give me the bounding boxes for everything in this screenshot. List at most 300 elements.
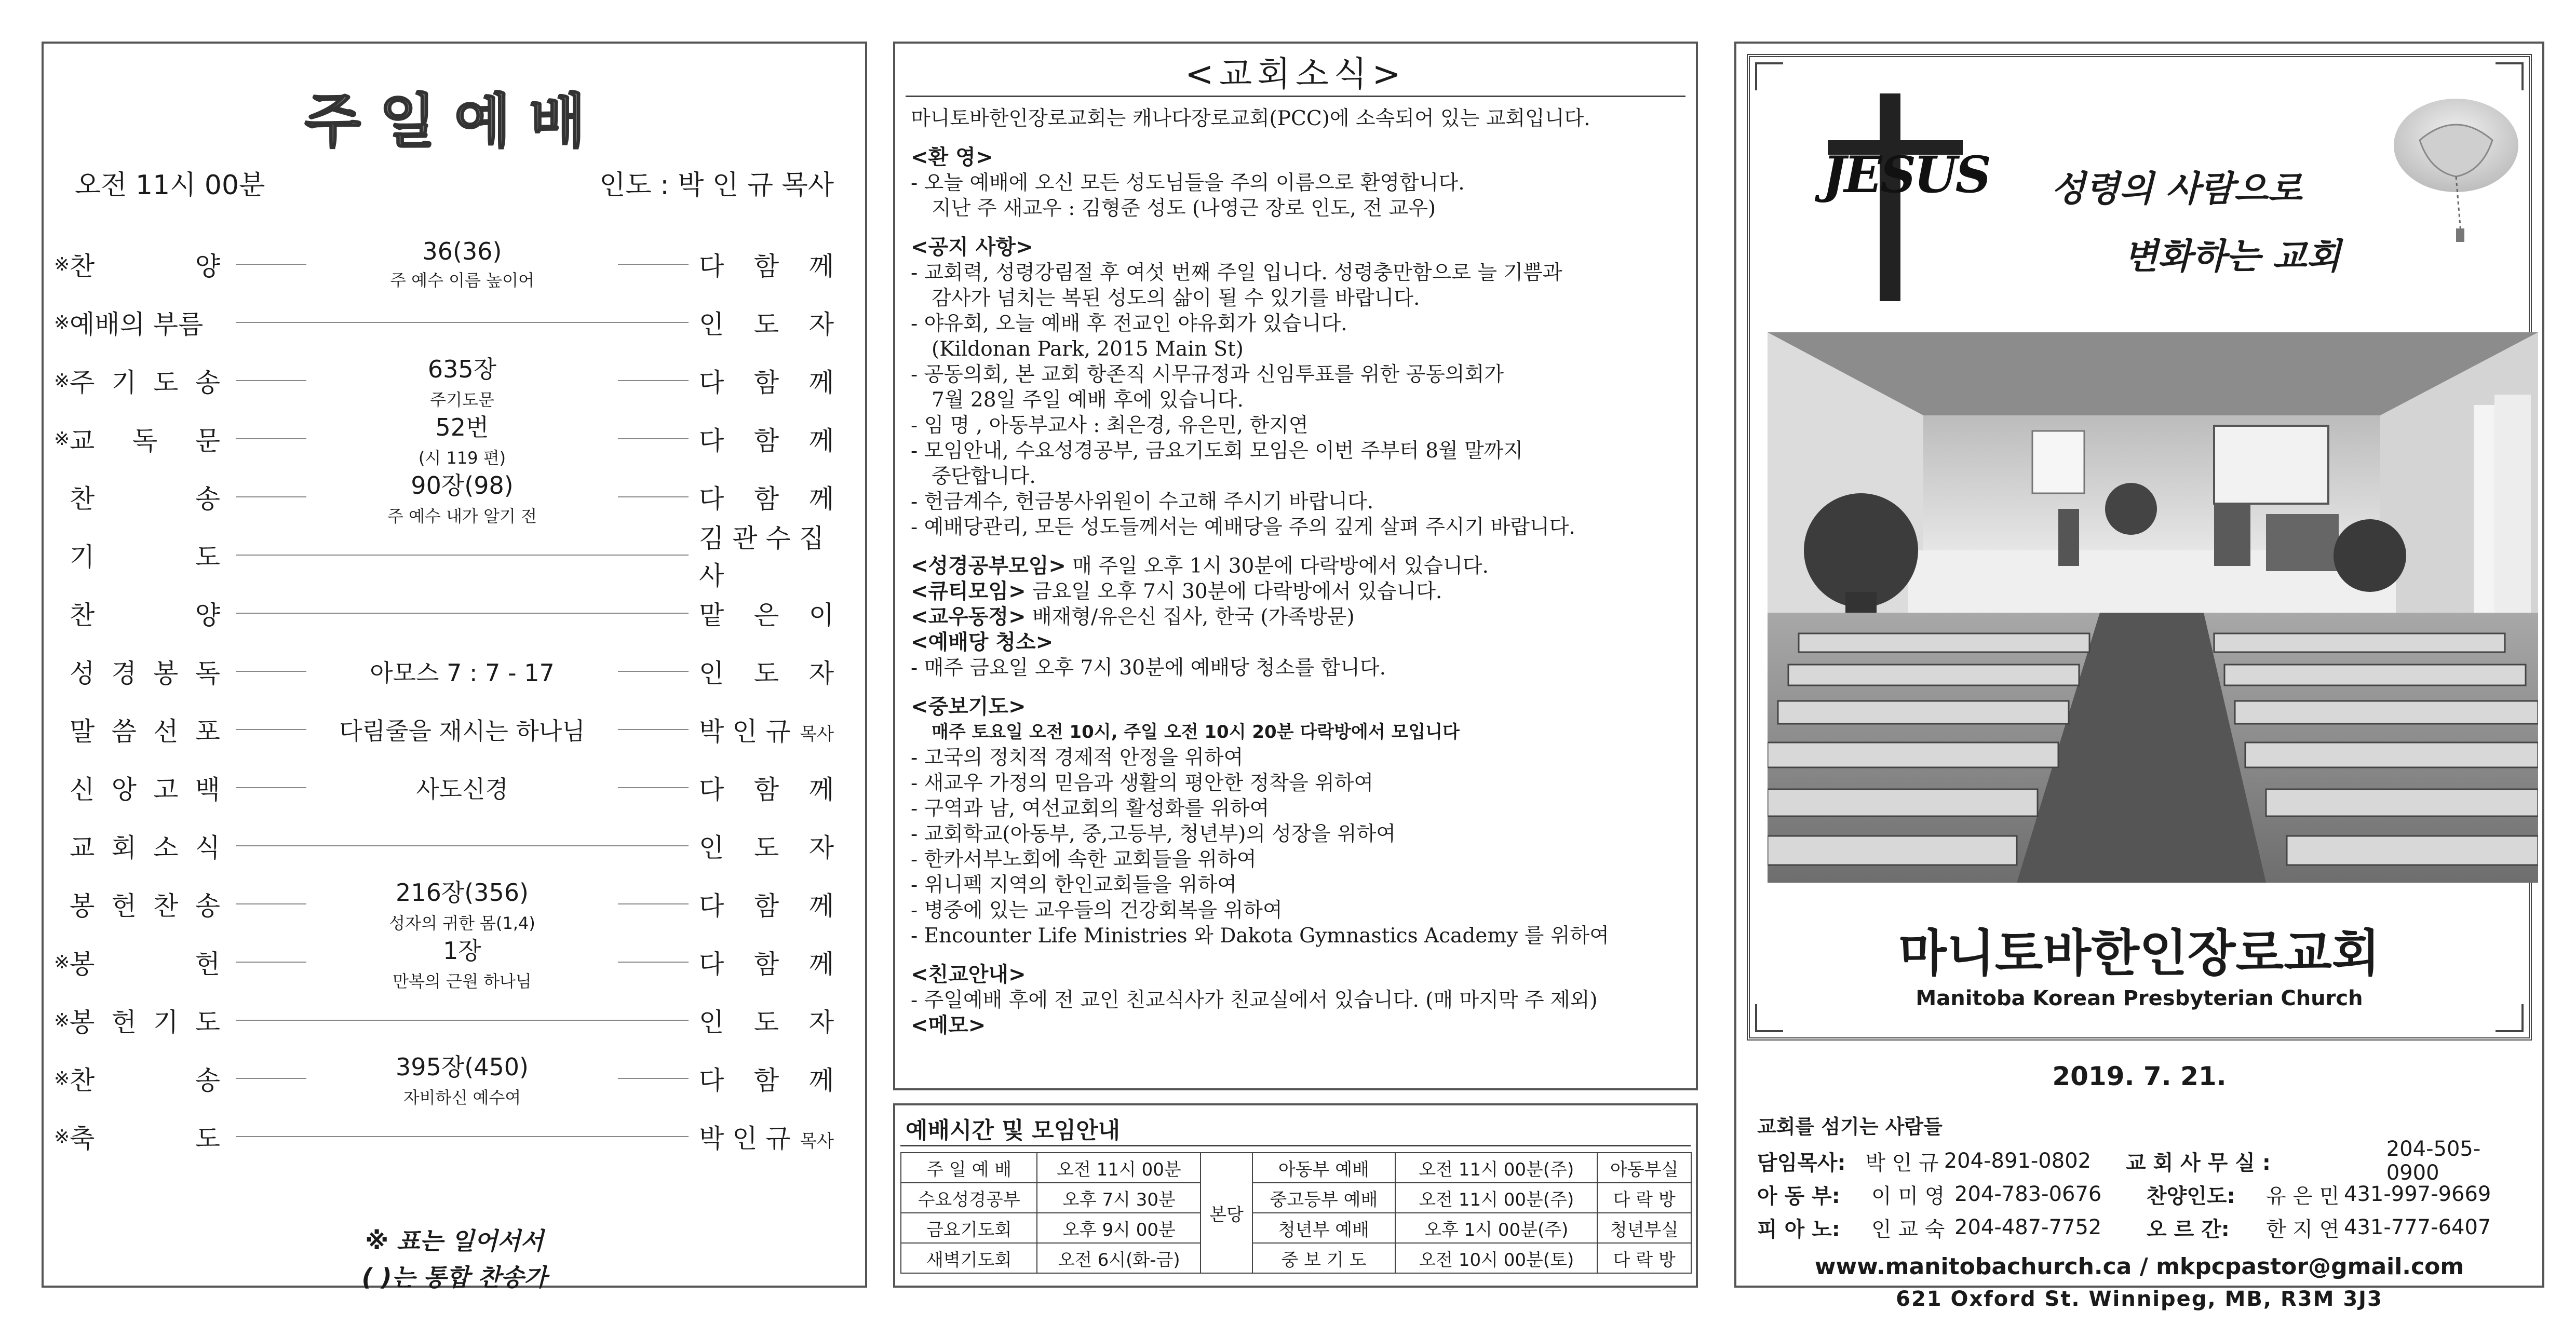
- worship-item-name-char: 문: [195, 426, 220, 456]
- notice-list: [911, 260, 1685, 540]
- worship-item-detail: [317, 467, 608, 527]
- performer-char: 은: [753, 600, 779, 630]
- cover-panel: [1734, 42, 2544, 1311]
- memo-heading: <메모>: [911, 1014, 986, 1037]
- worship-item-name: [70, 246, 225, 283]
- worship-item-name-char: 성: [70, 658, 95, 688]
- performer-char: 도: [753, 833, 779, 863]
- frame-corner-ornament: [1755, 62, 1783, 90]
- performer-char: 다: [699, 949, 724, 979]
- notice-line: (Kildonan Park, 2015 Main St): [932, 337, 1244, 361]
- notice-line: - 공동의회, 본 교회 항존직 시무규정과 신임투표를 위한 공동의회가: [911, 363, 1504, 386]
- worship-item: [44, 1108, 865, 1165]
- dotted-leader: [236, 322, 689, 323]
- performer-char: 다: [699, 891, 724, 921]
- worship-item: [44, 643, 865, 700]
- worship-item-name: [70, 595, 225, 632]
- prayer-line: - 한카서부노회에 속한 교회들을 위하여: [911, 848, 1257, 871]
- worship-item-name-char: 신: [70, 775, 95, 805]
- worship-item-name: [70, 1118, 225, 1155]
- staff-row: [1757, 1178, 2526, 1211]
- notice-line: - 임 명 , 아동부교사 : 최은경, 유은민, 한지연: [911, 414, 1309, 437]
- news-intro: 마니토바한인장로교회는 캐나다장로교회(PCC)에 소속되어 있는 교회입니다.: [911, 107, 1590, 130]
- worship-item-name: [70, 1060, 225, 1097]
- worship-item-name-char: 찬: [70, 484, 95, 514]
- schedule-event: 청년부 예배: [1252, 1213, 1396, 1243]
- worship-item-detail: [317, 932, 608, 992]
- hymn-title: 주 예수 내가 알기 전: [387, 506, 537, 526]
- prayer-line: - Encounter Life Ministries 와 Dakota Gymnastics Academy 를 위하여: [911, 924, 1609, 948]
- staff-heading: 교회를 섬기는 사람들: [1757, 1115, 1943, 1138]
- worship-item-name-char: 교: [70, 426, 95, 456]
- worship-item-name-char: 축: [70, 1124, 95, 1154]
- news-box: [893, 42, 1698, 1090]
- worship-item: [44, 294, 865, 351]
- staff-role: 피 아 노:: [1757, 1217, 1840, 1241]
- hymnal-note: ( )는 통합 찬송가: [361, 1263, 547, 1291]
- worship-item-performer: [699, 885, 865, 923]
- dotted-leader: [236, 729, 306, 730]
- worship-item-name-char: 경: [111, 658, 137, 688]
- worship-item-name-char: 송: [195, 891, 220, 921]
- meeting-text: 금요일 오후 7시 30분에 다락방에서 있습니다.: [1026, 580, 1442, 603]
- worship-item-name-char: 양: [195, 251, 220, 281]
- performer-char: 다: [699, 484, 724, 514]
- standing-mark: ※: [54, 1009, 70, 1031]
- church-address: 621 Oxford St. Winnipeg, MB, R3M 3J3: [1896, 1287, 2383, 1311]
- prayer-heading: <중보기도>: [911, 695, 1026, 719]
- hymn-title: 성자의 귀한 몸(1,4): [389, 913, 535, 933]
- worship-item-name-char: 기: [70, 542, 95, 572]
- staff-phone: 204-505-0900: [2386, 1137, 2481, 1185]
- performer-char: 함: [753, 368, 779, 398]
- schedule-box: [893, 1103, 1698, 1288]
- worship-item-name: [70, 420, 225, 457]
- worship-item-name-char: 고: [153, 775, 179, 805]
- dotted-leader: [618, 787, 689, 788]
- staff-name: 이 미 영: [1871, 1184, 1945, 1208]
- welcome-heading: <환 영>: [911, 145, 993, 169]
- worship-item-detail: [317, 1048, 608, 1109]
- worship-item-performer: [699, 478, 865, 516]
- worship-item-performer: [699, 769, 865, 806]
- worship-item-name: [70, 885, 225, 923]
- worship-item-name-char: 봉: [70, 1007, 95, 1037]
- worship-item-name-char: 도: [195, 542, 220, 572]
- dotted-leader: [618, 1078, 689, 1079]
- performer-char: 께: [808, 1065, 834, 1096]
- slogan-line-2: 변화하는 교회: [2124, 236, 2341, 277]
- worship-item-name: [70, 536, 225, 574]
- worship-item: [44, 701, 865, 758]
- worship-item-name: [70, 1002, 225, 1039]
- standing-mark: ※: [54, 253, 70, 275]
- performer-char: 께: [808, 426, 834, 456]
- staff-role: 오 르 간:: [2147, 1217, 2230, 1241]
- dotted-leader: [236, 962, 306, 963]
- schedule-place-main: 본당: [1201, 1153, 1252, 1273]
- prayer-time: 매주 토요일 오전 10시, 주일 오전 10시 20분 다락방에서 모입니다: [932, 722, 1460, 742]
- dotted-leader: [236, 671, 306, 672]
- schedule-event: 중고등부 예배: [1252, 1183, 1396, 1213]
- website-email: www.manitobachurch.ca / mkpcpastor@gmail.com: [1814, 1253, 2464, 1280]
- performer-char: 박 인 규: [699, 717, 791, 747]
- worship-item-performer: [699, 518, 865, 592]
- staff-phone: 204-891-0802: [1944, 1149, 2092, 1173]
- prayer-line: - 병중에 있는 교우들의 건강회복을 위하여: [911, 899, 1283, 922]
- worship-item-name-char: 찬: [153, 891, 179, 921]
- dotted-leader: [236, 264, 306, 265]
- worship-item-performer: [699, 1060, 865, 1097]
- meeting-text: 매 주일 오후 1시 30분에 다락방에서 있습니다.: [1066, 555, 1489, 578]
- worship-item-detail: [317, 874, 608, 934]
- worship-item: [44, 523, 865, 591]
- standing-mark: ※: [54, 370, 70, 391]
- worship-item-name-char: 헌: [195, 949, 220, 979]
- dotted-leader: [618, 729, 689, 730]
- schedule-time: 오후 1시 00분(주): [1395, 1213, 1597, 1243]
- fellowship-line: - 주일예배 후에 전 교인 친교식사가 친교실에서 있습니다. (매 마지막 주 제외): [911, 989, 1598, 1012]
- performer-char: 박 인 규: [699, 1124, 791, 1154]
- dotted-leader: [618, 438, 689, 439]
- schedule-time: 오전 11시 00분(주): [1395, 1153, 1597, 1183]
- schedule-event: 금요기도회: [901, 1213, 1037, 1243]
- staff-role: 담임목사:: [1757, 1151, 1846, 1175]
- worship-item-detail: [317, 712, 608, 747]
- staff-row: [1757, 1137, 2526, 1185]
- schedule-row: [901, 1243, 1691, 1273]
- performer-char: 맡: [699, 600, 724, 630]
- dotted-leader: [236, 1020, 689, 1021]
- performer-char: 자: [808, 309, 834, 340]
- worship-item-name-char: 기: [111, 368, 137, 398]
- worship-item-detail: [317, 654, 608, 688]
- performer-char: 도: [753, 1007, 779, 1037]
- schedule-event: 중 보 기 도: [1252, 1243, 1396, 1273]
- meeting-line: [911, 630, 1685, 655]
- notice-heading: <공지 사항>: [911, 235, 1033, 259]
- dotted-leader: [236, 1078, 306, 1079]
- notice-line: 중단합니다.: [932, 465, 1036, 488]
- dotted-leader: [618, 264, 689, 265]
- worship-item: [44, 759, 865, 816]
- cover-frame: [1747, 54, 2532, 1041]
- news-title: <교회소식>: [1185, 54, 1406, 94]
- performer-char: 함: [753, 251, 779, 281]
- schedule-place: 청년부실: [1597, 1213, 1691, 1243]
- performer-char: 도: [753, 309, 779, 340]
- worship-item-detail: [317, 350, 608, 411]
- performer-char: 께: [808, 251, 834, 281]
- worship-item: [44, 934, 865, 991]
- worship-item-name-char: 헌: [111, 891, 137, 921]
- church-name-english: Manitoba Korean Presbyterian Church: [1916, 987, 2363, 1010]
- worship-item-name-char: 도: [195, 1007, 220, 1037]
- worship-item-name: [70, 304, 225, 341]
- worship-item: [44, 992, 865, 1049]
- performer-char: 다: [699, 426, 724, 456]
- schedule-row: [901, 1213, 1691, 1243]
- schedule-row: [901, 1153, 1691, 1183]
- performer-char: 함: [753, 426, 779, 456]
- performer-char: 께: [808, 891, 834, 921]
- dotted-leader: [236, 845, 689, 846]
- worship-item-detail: [317, 237, 608, 291]
- staff-phone: 431-997-9669: [2344, 1182, 2491, 1206]
- worship-item: [44, 410, 865, 467]
- worship-item: [44, 817, 865, 874]
- standing-mark: ※: [54, 1068, 70, 1089]
- worship-item-performer: [699, 304, 865, 341]
- worship-time: 오전 11시 00분: [75, 170, 265, 201]
- meeting-heading: <예배당 청소>: [911, 630, 1054, 654]
- church-sanctuary-photo: [1768, 332, 2538, 883]
- prayer-list: [911, 745, 1685, 949]
- meeting-line: [911, 553, 1685, 579]
- worship-item-name: [70, 711, 225, 748]
- bulletin-date: 2019. 7. 21.: [2052, 1061, 2227, 1091]
- performer-char: 인: [699, 833, 724, 863]
- notice-line: - 교회력, 성령강림절 후 여섯 번째 주일 입니다. 성령충만함으로 늘 기쁨과: [911, 261, 1562, 285]
- dotted-leader: [618, 903, 689, 904]
- dotted-leader: [236, 1136, 689, 1137]
- worship-item-performer: [699, 943, 865, 981]
- worship-item-name-char: 백: [195, 775, 220, 805]
- performer-char: 자: [808, 658, 834, 688]
- notice-line: 감사가 넘치는 복된 성도의 삶이 될 수 있기를 바랍니다.: [932, 287, 1420, 310]
- performer-char: 께: [808, 368, 834, 398]
- cleaning-line: - 매주 금요일 오후 7시 30분에 예배당 청소를 합니다.: [911, 656, 1386, 680]
- prayer-line: - 구역과 남, 여선교회의 활성화를 위하여: [911, 797, 1270, 820]
- worship-item-name-char: 찬: [70, 251, 95, 281]
- performer-char: 께: [808, 775, 834, 805]
- worship-item-name-char: 기: [153, 1007, 179, 1037]
- performer-char: 인: [699, 309, 724, 340]
- prayer-line: - 위니펙 지역의 한인교회들을 위하여: [911, 873, 1237, 897]
- worship-item-detail: [317, 771, 608, 805]
- church-name-korean: 마니토바한인장로교회: [1898, 924, 2380, 982]
- notice-line: 7월 28일 주일 예배 후에 있습니다.: [932, 388, 1244, 412]
- worship-item-name-char: 송: [195, 368, 220, 398]
- worship-item-name-char: 교: [70, 833, 95, 863]
- hymn-number: 52번: [435, 413, 489, 441]
- staff-row: [1757, 1211, 2526, 1244]
- staff-role: 교 회 사 무 실 :: [2126, 1151, 2271, 1175]
- performer-char: 자: [808, 1007, 834, 1037]
- worship-item-performer: [699, 595, 865, 632]
- worship-item-name-char: 찬: [70, 1065, 95, 1096]
- worship-item-name: [70, 827, 225, 864]
- worship-item-name-char: 봉: [70, 949, 95, 979]
- prayer-line: - 새교우 가정의 믿음과 생활의 평안한 정착을 위하여: [911, 772, 1374, 795]
- jesus-logo: JESUS: [1823, 145, 1989, 204]
- worship-item-name: [70, 653, 225, 690]
- worship-item-name-char: 찬: [70, 600, 95, 630]
- worship-title: 주일예배: [304, 88, 604, 155]
- worship-item-performer: [699, 420, 865, 457]
- worship-item-name-char: 도: [153, 368, 179, 398]
- dotted-leader: [236, 438, 306, 439]
- performer-char: 도: [753, 658, 779, 688]
- dotted-leader: [618, 496, 689, 497]
- hymn-number: 아모스 7 : 7 - 17: [370, 659, 555, 687]
- dotted-leader: [236, 787, 306, 788]
- schedule-time: 오전 11시 00분(주): [1395, 1183, 1597, 1213]
- performer-char: 함: [753, 775, 779, 805]
- news-body: [911, 106, 1685, 1038]
- staff-phone: 204-783-0676: [1954, 1182, 2102, 1206]
- schedule-event: 주 일 예 배: [901, 1153, 1037, 1183]
- worship-item-name-char: 송: [195, 1065, 220, 1096]
- schedule-time: 오전 6시(화-금): [1037, 1243, 1201, 1273]
- prayer-line: - 고국의 정치적 경제적 안정을 위하여: [911, 746, 1244, 769]
- welcome-line: 지난 주 새교우 : 김형준 성도 (나영근 장로 인도, 전 교우): [932, 197, 1436, 220]
- worship-item-name-char: 헌: [111, 1007, 137, 1037]
- dotted-leader: [236, 496, 306, 497]
- performer-char: 다: [699, 1065, 724, 1096]
- meeting-heading: <큐티모임>: [911, 579, 1026, 603]
- hymn-number: 사도신경: [416, 775, 508, 803]
- dotted-leader: [618, 380, 689, 381]
- worship-leader: 인도 : 박 인 규 목사: [599, 170, 834, 201]
- staff-role: 아 동 부:: [1757, 1184, 1840, 1208]
- schedule-place: 다 락 방: [1597, 1183, 1691, 1213]
- hymn-title: 만복의 근원 하나님: [393, 971, 532, 991]
- worship-item-name: [70, 362, 225, 399]
- worship-item-name-char: 주: [70, 368, 95, 398]
- dotted-leader: [236, 613, 689, 614]
- performer-char: 인: [699, 658, 724, 688]
- schedule-time: 오후 7시 30분: [1037, 1183, 1201, 1213]
- performer-char: 다: [699, 775, 724, 805]
- schedule-time: 오전 10시 00분(토): [1395, 1243, 1597, 1273]
- worship-item-name-char: 독: [132, 426, 158, 456]
- worship-order-panel: [42, 42, 867, 1291]
- worship-item-name-char: 양: [195, 600, 220, 630]
- staff-role: 찬양인도:: [2147, 1184, 2235, 1208]
- worship-item-name-char: 송: [195, 484, 220, 514]
- welcome-line: - 오늘 예배에 오신 모든 성도님들을 주의 이름으로 환영합니다.: [911, 171, 1465, 195]
- performer-char: 인: [699, 1007, 724, 1037]
- hymn-number: 36(36): [422, 237, 502, 265]
- worship-item-name-char: 선: [153, 717, 179, 747]
- staff-phone: 431-777-6407: [2344, 1215, 2491, 1239]
- meeting-heading: <교우동정>: [911, 605, 1026, 629]
- worship-item: [44, 468, 865, 525]
- notice-line: - 야유회, 오늘 예배 후 전교인 야유회가 있습니다.: [911, 312, 1347, 335]
- dotted-leader: [236, 555, 689, 556]
- worship-item-name-char: 소: [153, 833, 179, 863]
- notice-line: - 헌금계수, 헌금봉사위원이 수고해 주시기 바랍니다.: [911, 490, 1374, 514]
- hymn-title: 자비하신 예수여: [403, 1088, 521, 1107]
- worship-item-performer: [699, 1118, 865, 1155]
- worship-item-name-char: 식: [195, 833, 220, 863]
- prayer-line: - 교회학교(아동부, 중,고등부, 청년부)의 성장을 위하여: [911, 822, 1396, 846]
- performer-title: 목사: [800, 1131, 834, 1152]
- staff-name: 유 은 민: [2266, 1184, 2340, 1208]
- performer-char: 함: [753, 1065, 779, 1096]
- worship-item-performer: [699, 711, 865, 748]
- worship-item-name-char: 예배의 부름: [70, 309, 204, 340]
- standing-mark: ※: [54, 951, 70, 973]
- worship-item-performer: [699, 827, 865, 864]
- hymn-title: 주 예수 이름 높이어: [390, 271, 534, 290]
- schedule-event: 새벽기도회: [901, 1243, 1037, 1273]
- worship-item: [44, 1050, 865, 1107]
- meeting-list: [911, 553, 1685, 655]
- worship-item: [44, 875, 865, 933]
- worship-item: [44, 585, 865, 642]
- worship-item-name-char: 독: [195, 658, 220, 688]
- performer-char: 다: [699, 368, 724, 398]
- frame-corner-ornament: [2496, 62, 2524, 90]
- staff-name: 박 인 규: [1865, 1151, 1939, 1175]
- praying-hands-icon: [2383, 88, 2529, 244]
- schedule-event: 수요성경공부: [901, 1183, 1037, 1213]
- worship-item-name-char: 봉: [70, 891, 95, 921]
- schedule-time: 오후 9시 00분: [1037, 1213, 1201, 1243]
- schedule-place: 다 락 방: [1597, 1243, 1691, 1273]
- hymn-number: 395장(450): [396, 1053, 529, 1081]
- meeting-line: [911, 604, 1685, 630]
- schedule-table: [900, 1152, 1692, 1274]
- staff-list: [1757, 1137, 2526, 1244]
- performer-char: 께: [808, 949, 834, 979]
- dotted-leader: [618, 671, 689, 672]
- worship-item: [44, 236, 865, 293]
- hymn-number: 216장(356): [396, 879, 529, 907]
- performer-char: 께: [808, 484, 834, 514]
- worship-item-name-char: 말: [70, 717, 95, 747]
- schedule-place: 아동부실: [1597, 1153, 1691, 1183]
- worship-item-name-char: 앙: [111, 775, 137, 805]
- dotted-leader: [236, 903, 306, 904]
- worship-item-name: [70, 943, 225, 981]
- worship-item: [44, 352, 865, 409]
- performer-char: 함: [753, 949, 779, 979]
- worship-item-name: [70, 478, 225, 516]
- dotted-leader: [618, 962, 689, 963]
- schedule-title: 예배시간 및 모임안내: [906, 1117, 1121, 1144]
- notice-line: - 예배당관리, 모든 성도들께서는 예배당을 주의 깊게 살펴 주시기 바랍니다.: [911, 516, 1575, 539]
- performer-char: 김 관 수 집사: [699, 523, 824, 591]
- notice-line: - 모임안내, 수요성경공부, 금요기도회 모임은 이번 주부터 8월 말까지: [911, 439, 1523, 463]
- standing-mark: ※: [54, 1126, 70, 1147]
- worship-item-performer: [699, 246, 865, 283]
- worship-item-name-char: 포: [195, 717, 220, 747]
- hymn-number: 다림줄을 재시는 하나님: [339, 717, 585, 745]
- schedule-event: 아동부 예배: [1252, 1153, 1396, 1183]
- hymn-number: 1장: [443, 937, 481, 965]
- performer-char: 자: [808, 833, 834, 863]
- meeting-line: [911, 579, 1685, 604]
- title-divider: [906, 96, 1685, 97]
- church-news-panel: [893, 42, 1698, 1288]
- performer-char: 함: [753, 484, 779, 514]
- hymn-number: 90장(98): [411, 471, 514, 499]
- performer-char: 다: [699, 251, 724, 281]
- standing-mark: ※: [54, 428, 70, 450]
- performer-char: 함: [753, 891, 779, 921]
- performer-title: 목사: [800, 724, 834, 745]
- hymn-number: 635장: [427, 355, 497, 383]
- meeting-text: 배재형/유은신 집사, 한국 (가족방문): [1026, 605, 1355, 629]
- worship-item-performer: [699, 362, 865, 399]
- worship-item-performer: [699, 1002, 865, 1039]
- schedule-divider: [900, 1145, 1691, 1146]
- staff-phone: 204-487-7752: [1954, 1215, 2102, 1239]
- staff-name: 한 지 연: [2266, 1217, 2340, 1241]
